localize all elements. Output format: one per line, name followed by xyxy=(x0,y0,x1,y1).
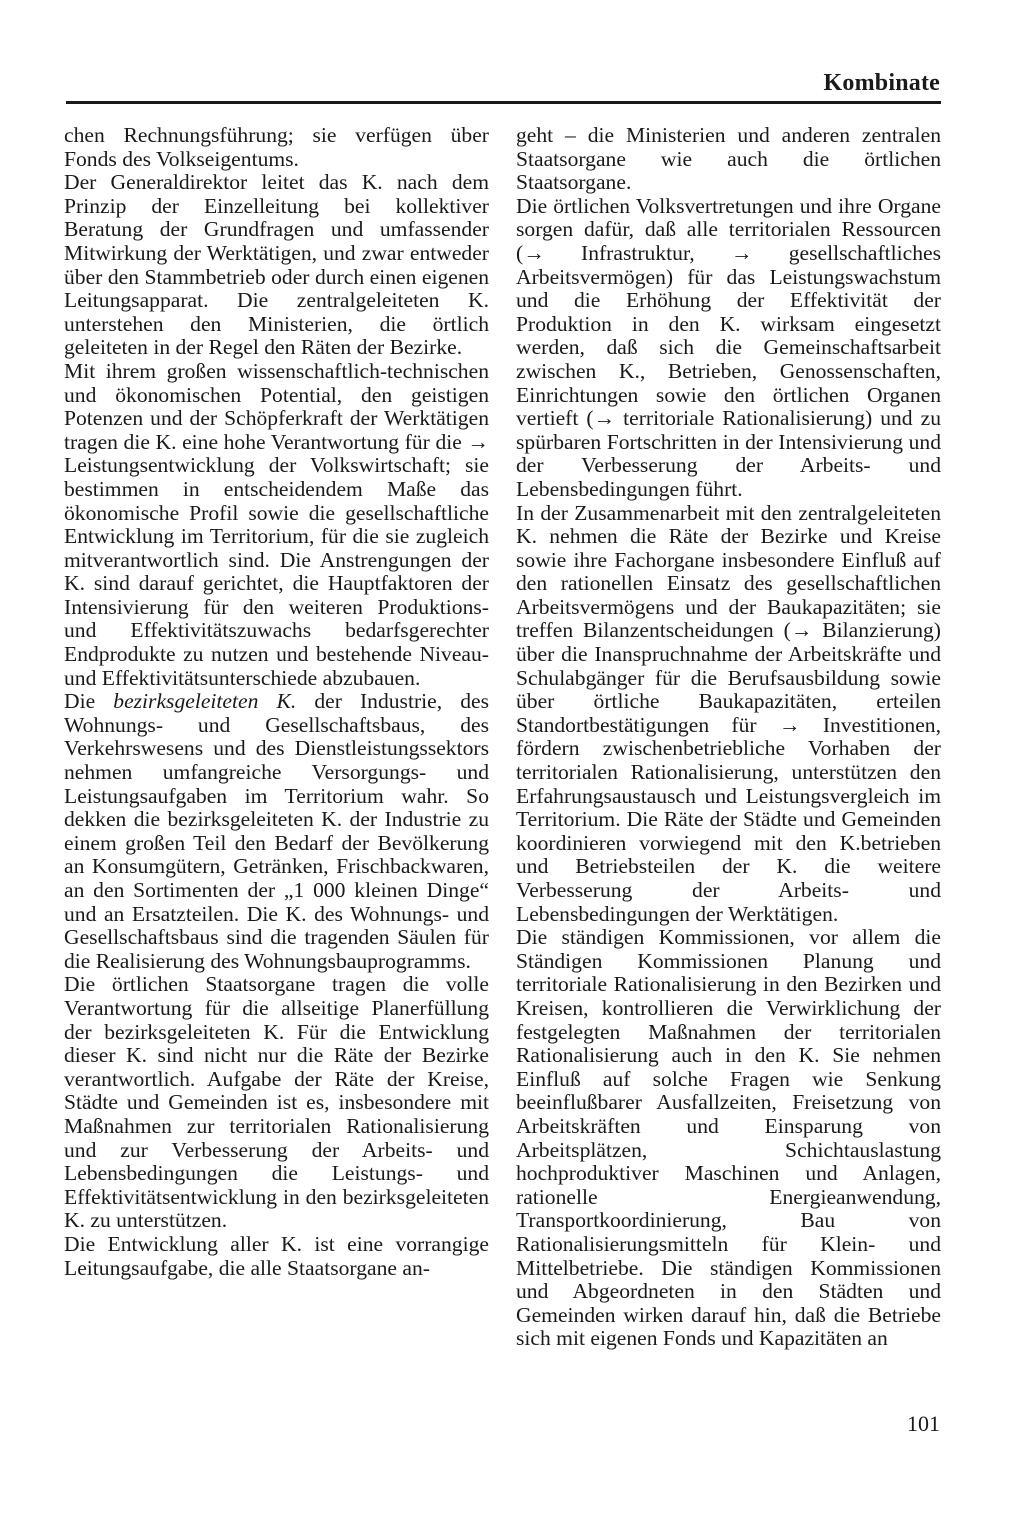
paragraph-rest: der Industrie, des Wohnungs- und Gesellschaftsbaus, des Verkehrswesens und des Dienstleistungssektors nehmen umfangreiche Versorgungs- und Leistungsaufgaben im Territorium wahr. So dekken die bezirksgeleiteten K. der Industrie zu einem großen Teil den Bedarf der Bevölkerung an Konsumgütern, Getränken, Frischbackwaren, an den Sortimenten der „1 000 kleinen Dinge“ und an Ersatzteilen. Die K. des Wohnungs- und Gesellschaftsbaus sind die tragenden Säulen für die Realisierung des Wohnungsbauprogramms. xyxy=(64,689,489,973)
paragraph: Die örtlichen Staatsorgane tragen die volle Verantwortung für die allseitige Planerfüllung der bezirksgeleiteten K. Für die Entwicklung dieser K. sind nicht nur die Räte der Bezirke verantwortlich. Aufgabe der Räte der Kreise, Städte und Gemeinden ist es, insbesondere mit Maßnahmen zur territorialen Rationalisierung und zur Verbesserung der Arbeits- und Lebensbedingungen die Leistungs- und Effektivitätsentwicklung in den bezirksgeleiteten K. zu unterstützen. xyxy=(64,972,489,1233)
paragraph-lead: Die xyxy=(64,689,114,714)
right-column xyxy=(516,124,941,1351)
paragraph: Die örtlichen Volksvertretungen und ihre Organe sorgen dafür, daß alle territorialen Ressourcen (→ Infrastruktur, → gesellschaftliches Arbeitsvermögen) für das Leistungswachstum und die Erhöhung der Effektivität der Produktion in den K. wirksam eingesetzt werden, daß sich die Gemeinschaftsarbeit zwischen K., Betrieben, Genossenschaften, Einrichtungen sowie den örtlichen Organen vertieft (→ territoriale Rationalisierung) und zu spürbaren Fortschritten in der Intensivierung und der Verbesserung der Arbeits- und Lebensbedingungen führt. xyxy=(516,193,941,501)
page-number: 101 xyxy=(907,1411,940,1436)
left-column xyxy=(64,124,489,1280)
paragraph: chen Rechnungsführung; sie verfügen über Fonds des Volkseigentums. xyxy=(64,123,489,171)
paragraph: geht – die Ministerien und anderen zentralen Staatsorgane wie auch die örtlichen Staatsorgane. xyxy=(516,123,941,195)
emphasis-term: bezirksgeleiteten K. xyxy=(113,689,297,714)
paragraph: Die ständigen Kommissionen, vor allem die Ständigen Kommissionen Planung und territoriale Rationalisierung in den Bezirken und Kreisen, kontrollieren die Verwirklichung der festgelegten Maßnahmen der territorialen Rationalisierung auch in den K. Sie nehmen Einfluß auf solche Fragen wie Senkung beeinflußbarer Ausfallzeiten, Freisetzung von Arbeitskräften und Einsparung von Arbeitsplätzen, Schichtauslastung hochproduktiver Maschinen und Anlagen, rationelle Energieanwendung, Transportkoordinierung, Bau von Rationalisierungsmitteln für Klein- und Mittelbetriebe. Die ständigen Kommissionen und Abgeordneten in den Städten und Gemeinden wirken darauf hin, daß die Betriebe sich mit eigenen Fonds und Kapazitäten an xyxy=(516,925,941,1351)
paragraph-bezirksgeleitete xyxy=(64,690,489,973)
header-rule xyxy=(66,101,941,104)
paragraph: Mit ihrem großen wissenschaftlich-technischen und ökonomischen Potential, den geistigen Potenzen und der Schöpferkraft der Werktätigen tragen die K. eine hohe Verantwortung für die → Leistungsentwicklung der Volkswirtschaft; sie bestimmen in entscheidendem Maße das ökonomische Profil sowie die gesellschaftliche Entwicklung im Territorium, für die sie zugleich mitverantwortlich sind. Die Anstrengungen der K. sind darauf gerichtet, die Hauptfaktoren der Intensivierung für den weiteren Produktions- und Effektivitätszuwachs bedarfsgerechter Endprodukte zu nutzen und bestehende Niveau- und Effektivitätsunterschiede abzubauen. xyxy=(64,358,489,690)
paragraph: Der Generaldirektor leitet das K. nach dem Prinzip der Einzelleitung bei kollektiver Beratung der Grundfragen und umfassender Mitwirkung der Werktätigen, und zwar entweder über den Stammbetrieb oder durch einen eigenen Leitungsapparat. Die zentralgeleiteten K. unterstehen den Ministerien, die örtlich geleiteten in der Regel den Räten der Bezirke. xyxy=(64,170,489,360)
paragraph: In der Zusammenarbeit mit den zentralgeleiteten K. nehmen die Räte der Bezirke und Kreise sowie ihre Fachorgane insbesondere Einfluß auf den rationellen Einsatz des gesellschaftlichen Arbeitsvermögens und der Baukapazitäten; sie treffen Bilanzentscheidungen (→ Bilanzierung) über die Inanspruchnahme der Arbeitskräfte und Schulabgänger für die Berufsausbildung sowie über örtliche Baukapazitäten, erteilen Standortbestätigungen für → Investitionen, fördern zwischenbetriebliche Vorhaben der territorialen Rationalisierung, unterstützen den Erfahrungsaustausch und Leistungsvergleich im Territorium. Die Räte der Städte und Gemeinden koordinieren vorwiegend mit den K.betrieben und Betriebsteilen der K. die weitere Verbesserung der Arbeits- und Lebensbedingungen der Werktätigen. xyxy=(516,500,941,926)
paragraph: Die Entwicklung aller K. ist eine vorrangige Leitungsaufgabe, die alle Staatsorgane an- xyxy=(64,1231,489,1280)
running-header-title: Kombinate xyxy=(823,70,940,96)
